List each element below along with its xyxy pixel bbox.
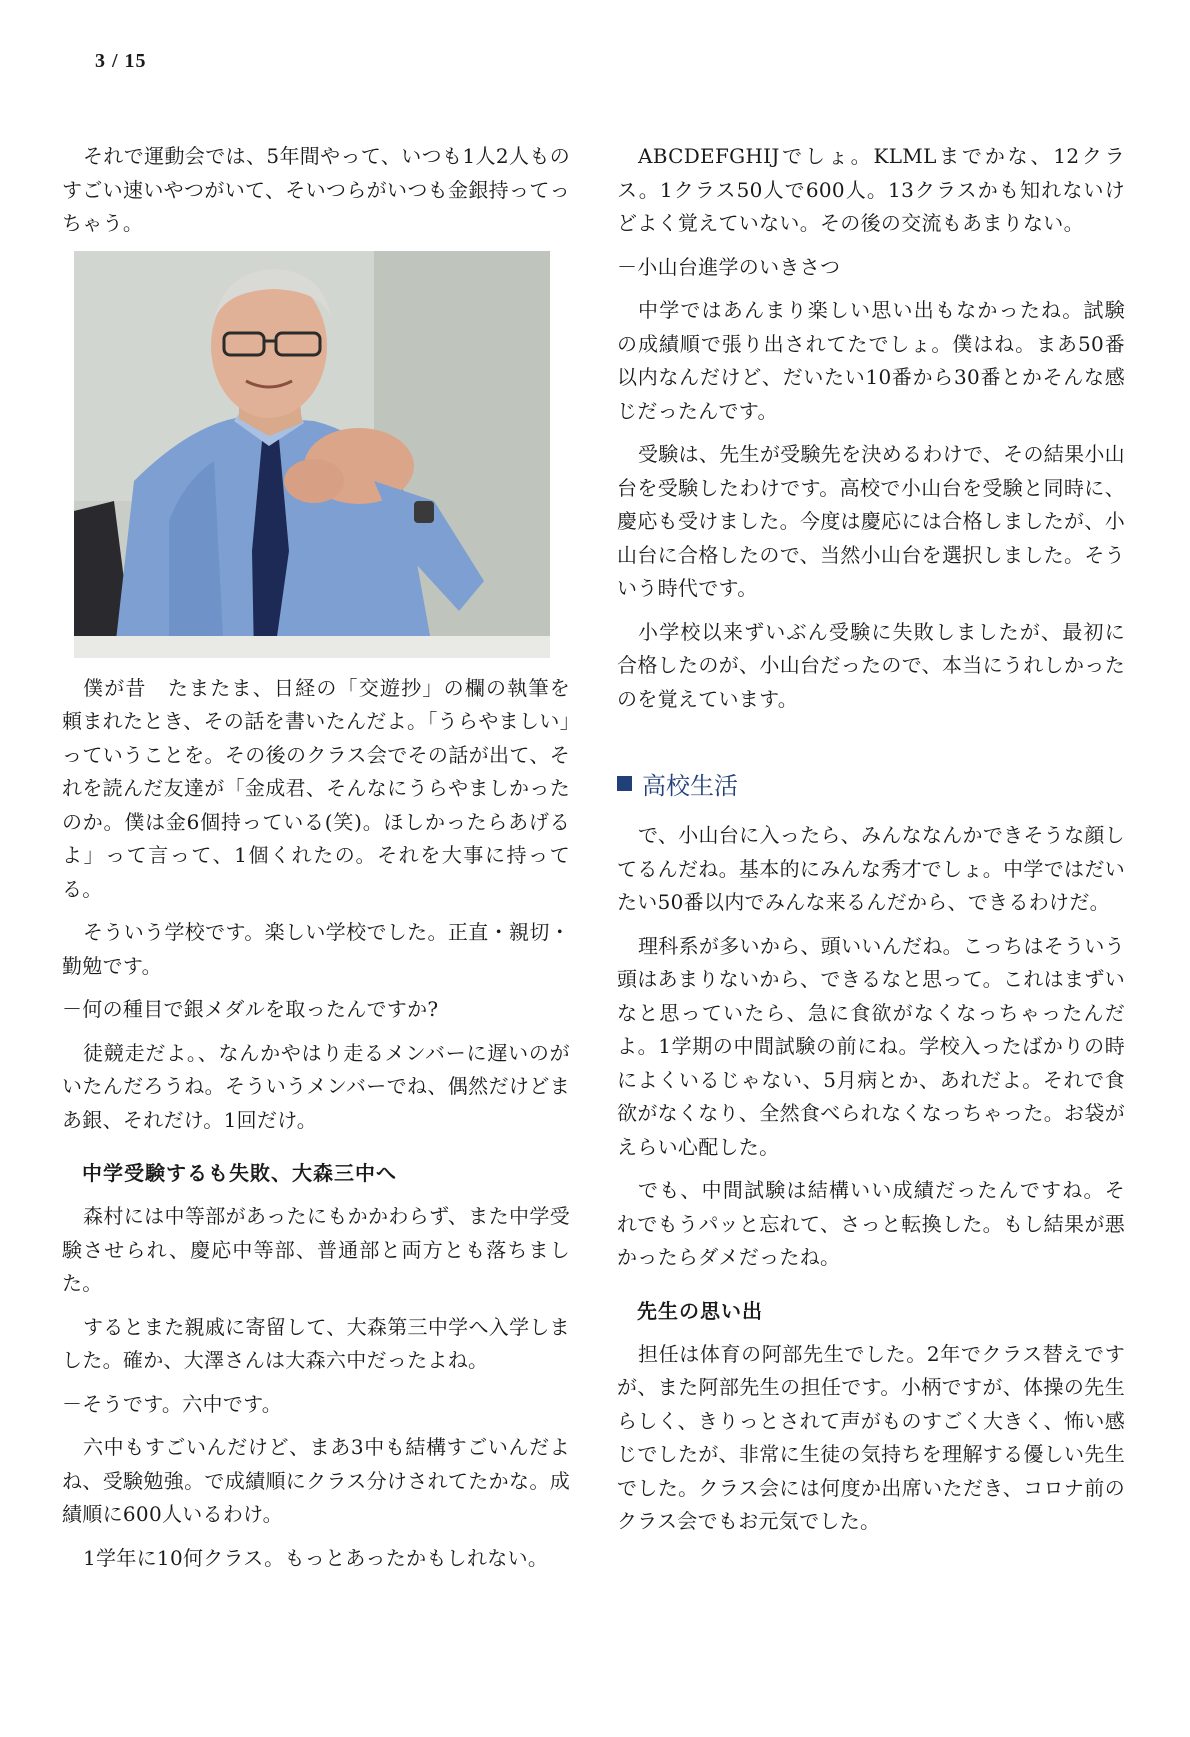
paragraph: 理科系が多いから、頭いいんだね。こっちはそういう頭はあまりないから、できるなと思って。これはまずいなと思っていたら、急に食欲がなくなっちゃったんだよ。1学期の中間試験の前にね。学校入ったばかりの時によくいるじゃない、5月病とか、あれだよ。それで食欲がなくなり、全然食べられなくなっちゃった。お袋がえらい心配した。: [617, 933, 1125, 1159]
paragraph: 小学校以来ずいぶん受験に失敗しましたが、最初に合格したのが、小山台だったので、本当にうれしかったのを覚えています。: [617, 619, 1125, 711]
paragraph: 1学年に10何クラス。もっとあったかもしれない。: [83, 1545, 549, 1570]
paragraph: 担任は体育の阿部先生でした。2年でクラス替えですが、また阿部先生の担任です。小柄ですが、体操の先生らしく、きりっとされて声がものすごく大きく、怖い感じでしたが、非常に生徒の気持ちを理解する優しい先生でした。クラス会には何度か出席いただき、コロナ前のクラス会でもお元気でした。: [617, 1341, 1125, 1533]
paragraph: で、小山台に入ったら、みんななんかできそうな顔してるんだね。基本的にみんな秀才でしょ。中学ではだいたい50番以内でみんな来るんだから、できるわけだ。: [617, 823, 1125, 914]
square-bullet-icon: [617, 776, 632, 791]
paragraph: 僕が昔 たまたま、日経の「交遊抄」の欄の執筆を頼まれたとき、その話を書いたんだよ。「うらやましい」っていうことを。その後のクラス会でその話が出て、それを読んだ友達が「金成君、そんなにうらやましかったのか。僕は金6個持っている(笑)。ほしかったらあげるよ」って言って、1個くれたの。それを大事に持ってる。: [62, 675, 570, 901]
section-heading-text: 高校生活: [642, 772, 738, 800]
interviewer-question: －小山台進学のいきさつ: [617, 254, 841, 279]
subheading: 先生の思い出: [637, 1298, 763, 1323]
paragraph: 徒競走だよ。、なんかやはり走るメンバーに遅いのがいたんだろうね。そういうメンバーでね、偶然だけどまあ銀、それだけ。1回だけ。: [62, 1040, 570, 1132]
interviewer-question: －何の種目で銀メダルを取ったんですか?: [62, 997, 439, 1021]
section-heading: [617, 766, 1125, 801]
paragraph: するとまた親戚に寄留して、大森第三中学へ入学しました。確か、大澤さんは大森六中だったよね。: [62, 1314, 570, 1372]
interview-photo: [74, 251, 550, 658]
paragraph: それで運動会では、5年間やって、いつも1人2人ものすごい速いやつがいて、そいつらがいつも金銀持ってっちゃう。: [62, 144, 570, 235]
paragraph: でも、中間試験は結構いい成績だったんですね。それでもうパッと忘れて、さっと転換した。もし結果が悪かったらダメだったね。: [617, 1178, 1125, 1269]
interviewer-question: －そうです。六中です。: [62, 1391, 283, 1416]
paragraph: 中学ではあんまり楽しい思い出もなかったね。試験の成績順で張り出されてたでしょ。僕はね。まあ50番以内なんだけど、だいたい10番から30番とかそんな感じだったんです。: [617, 298, 1125, 423]
paragraph: 六中もすごいんだけど、まあ3中も結構すごいんだよね、受験勉強。で成績順にクラス分けされてたかな。成績順に600人いるわけ。: [62, 1435, 570, 1526]
subheading: 中学受験するも失敗、大森三中へ: [82, 1161, 397, 1185]
page-number: 3 / 15: [95, 50, 147, 72]
paragraph: 森村には中等部があったにもかかわらず、また中学受験させられ、慶応中等部、普通部と両方とも落ちました。: [62, 1204, 570, 1295]
paragraph: 受験は、先生が受験先を決めるわけで、その結果小山台を受験したわけです。高校で小山台を受験と同時に、慶応も受けました。今度は慶応には合格しましたが、小山台に合格したので、当然小山台を選択しました。そういう時代です。: [617, 442, 1125, 600]
paragraph: そういう学校です。楽しい学校でした。正直・親切・勤勉です。: [62, 920, 570, 978]
left-column: [62, 140, 570, 1585]
right-column: [617, 140, 1125, 1549]
paragraph: ABCDEFGHIJでしょ。KLMLまでかな、12クラス。1クラス50人で600人。13クラスかも知れないけどよく覚えていない。その後の交流もあまりない。: [617, 144, 1125, 235]
